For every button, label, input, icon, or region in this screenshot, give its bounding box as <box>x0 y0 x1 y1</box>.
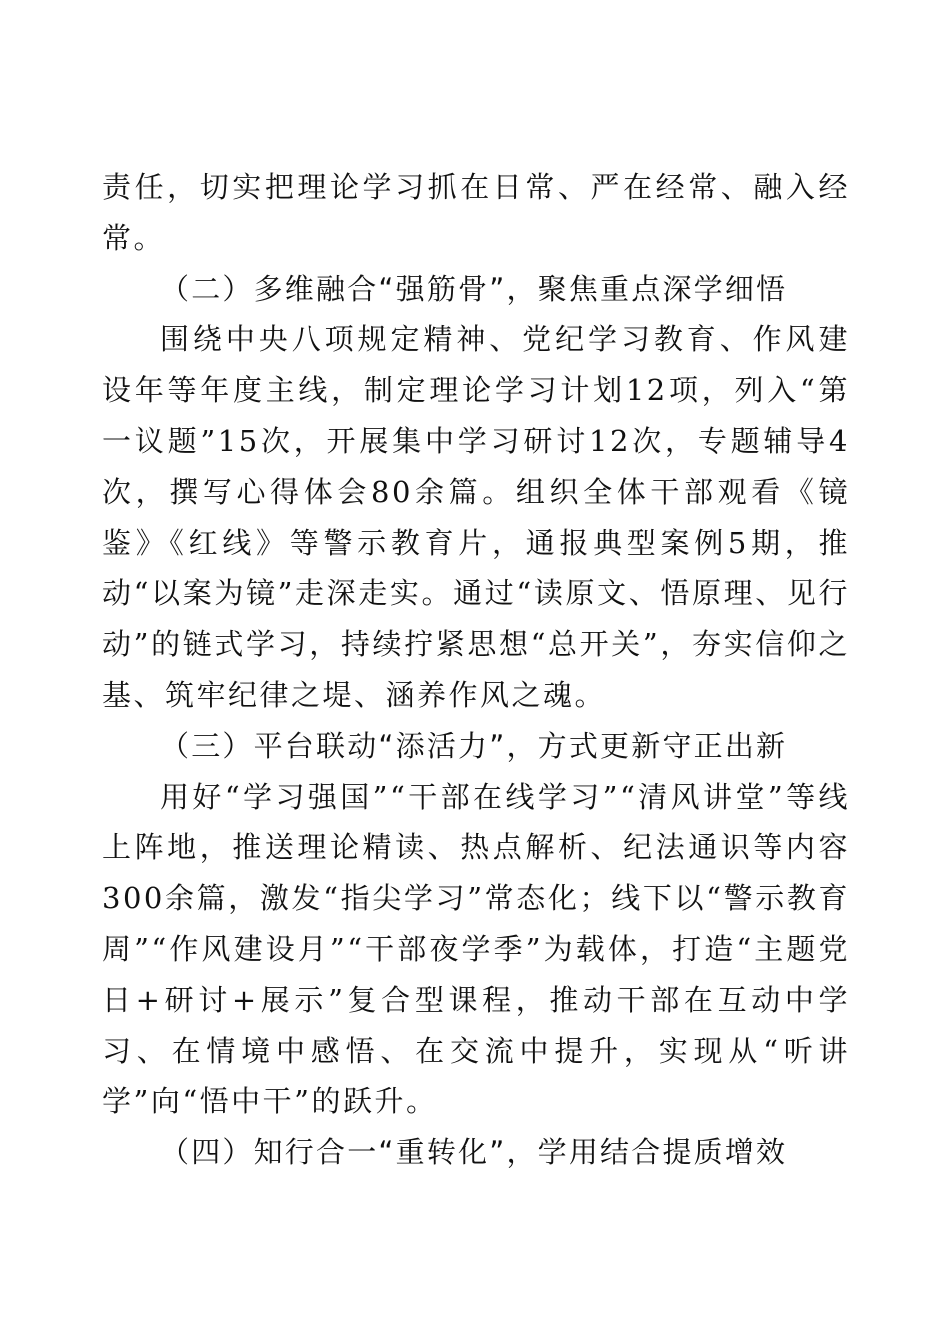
document-body <box>102 162 850 1178</box>
section-heading-2: （二）多维融合“强筋骨”，聚焦重点深学细悟 <box>160 271 788 306</box>
paragraph-body-2: 围绕中央八项规定精神、党纪学习教育、作风建设年等年度主线，制定理论学习计划12项，列入“第一议题”15次，开展集中学习研讨12次，专题辅导4次，撰写心得体会80余篇。组织全体干部观看《镜鉴》《红线》等警示教育片，通报典型案例5期，推动“以案为镜”走深走实。通过“读原文、悟原理、见行动”的链式学习，持续拧紧思想“总开关”，夯实信仰之基、筑牢纪律之堤、涵养作风之魂。 <box>102 322 850 712</box>
paragraph-body-3: 用好“学习强国”“干部在线学习”“清风讲堂”等线上阵地，推送理论精读、热点解析、纪法通识等内容300余篇，激发“指尖学习”常态化；线下以“警示教育周”“作风建设月”“干部夜学季”为载体，打造“主题党日+研讨+展示”复合型课程，推动干部在互动中学习、在情境中感悟、在交流中提升，实现从“听讲学”向“悟中干”的跃升。 <box>102 779 850 1119</box>
section-heading-4: （四）知行合一“重转化”，学用结合提质增效 <box>160 1135 788 1170</box>
paragraph-continuation: 责任，切实把理论学习抓在日常、严在经常、融入经常。 <box>102 170 850 255</box>
section-heading-3: （三）平台联动“添活力”，方式更新守正出新 <box>160 728 788 763</box>
